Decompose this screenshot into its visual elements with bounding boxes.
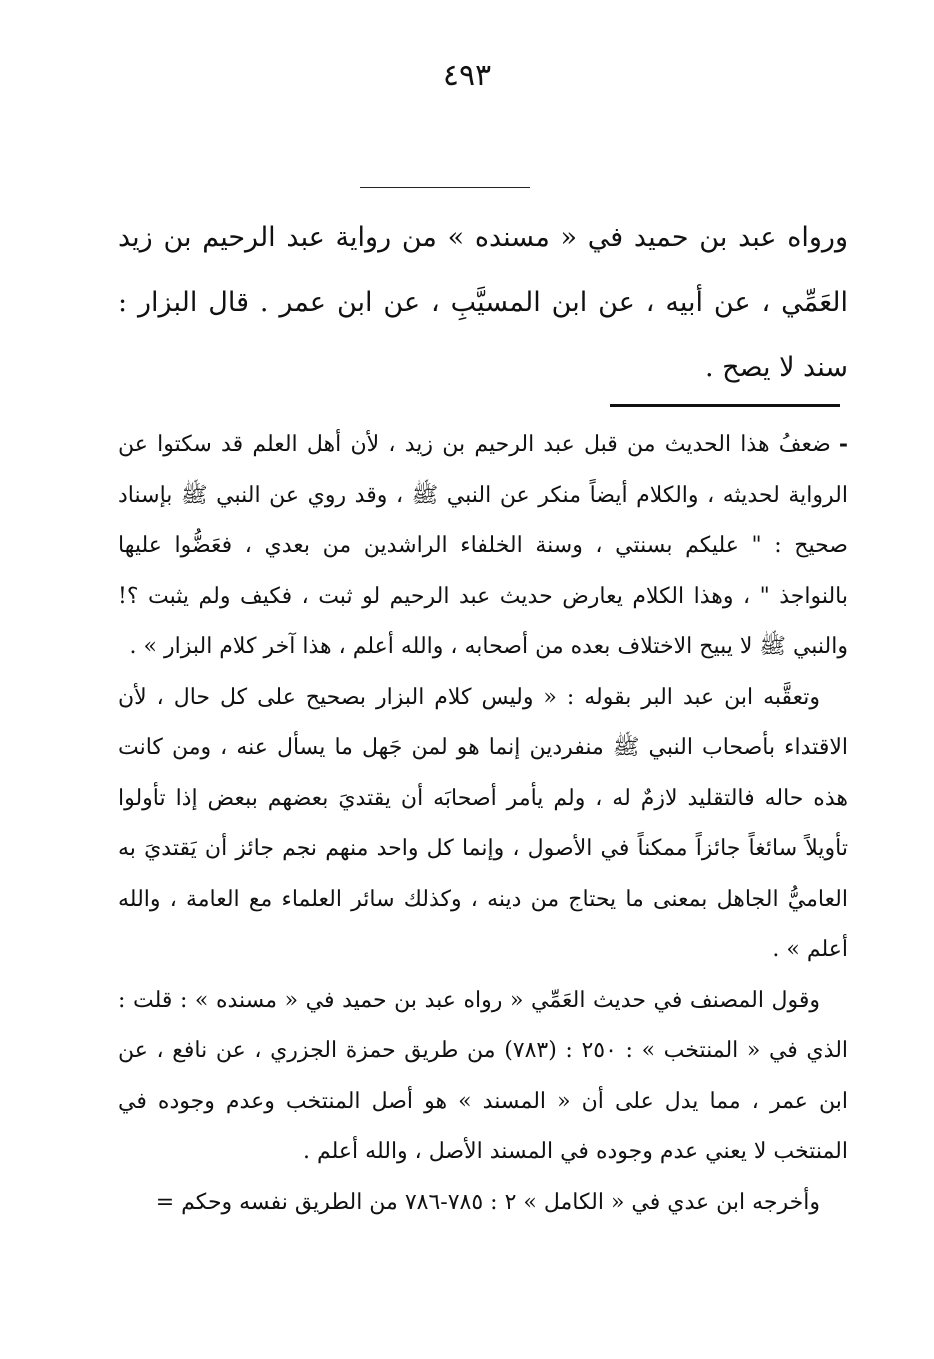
footnote-paragraph-1 [118, 419, 848, 673]
footnote-paragraph-4: وأخرجه ابن عدي في « الكامل » ٢ : ٧٨٥-٧٨٦ من الطريق نفسه وحكم = [155, 1189, 820, 1215]
footnote-paragraph-3: وقول المصنف في حديث العَمِّي « رواه عبد بن حميد في « مسنده » : قلت : الذي في « المنتخب » : ٢٥٠ : (٧٨٣) من طريق حمزة الجزري ، عن نافع ، عن ابن عمر ، مما يدل على أن « المسند » هو أصل المنتخب وعدم وجوده في المنتخب لا يعني عدم وجوده في المسند الأصل ، والله أعلم . [118, 987, 849, 1164]
separator-line-top [360, 187, 530, 188]
footnote-separator-line [610, 404, 840, 407]
main-paragraph: ورواه عبد بن حميد في « مسنده » من رواية عبد الرحيم بن زيد العَمِّي ، عن أبيه ، عن ابن المسيَّبِ ، عن ابن عمر . قال البزار : سند لا يصح . [118, 222, 848, 383]
page-number: ٤٩٣ [442, 58, 492, 93]
footnote-dash: - [838, 431, 848, 457]
footnotes-section [118, 419, 848, 1228]
footnote-paragraph-2: وتعقَّبه ابن عبد البر بقوله : « وليس كلام البزار بصحيح على كل حال ، لأن الاقتداء بأصحاب النبي ﷺ منفردين إنما هو لمن جَهل ما يسأل عنه ، ومن كانت هذه حاله فالتقليد لازمٌ له ، ولم يأمر أصحابَه أن يقتديَ بعضهم ببعض إذا تأولوا تأويلاً سائغاً جائزاً ممكناً في الأصول ، وإنما كل واحد منهم نجم جائز أن يَقتديَ به العاميُّ الجاهل بمعنى ما يحتاج من دينه ، وكذلك سائر العلماء مع العامة ، والله أعلم » . [118, 684, 848, 962]
footnote-paragraph-1-text: ضعفُ هذا الحديث من قبل عبد الرحيم بن زيد ، لأن أهل العلم قد سكتوا عن الرواية لحديثه ، والكلام أيضاً منكر عن النبي ﷺ ، وقد روي عن النبي ﷺ بإسناد صحيح : " عليكم بسنتي ، وسنة الخلفاء الراشدين من بعدي ، فعَضُّوا عليها بالنواجذ " ، وهذا الكلام يعارض حديث عبد الرحيم لو ثبت ، فكيف ولم يثبت ؟! والنبي ﷺ لا يبيح الاختلاف بعده من أصحابه ، والله أعلم ، هذا آخر كلام البزار » . [118, 432, 848, 659]
main-body-text [118, 205, 848, 400]
